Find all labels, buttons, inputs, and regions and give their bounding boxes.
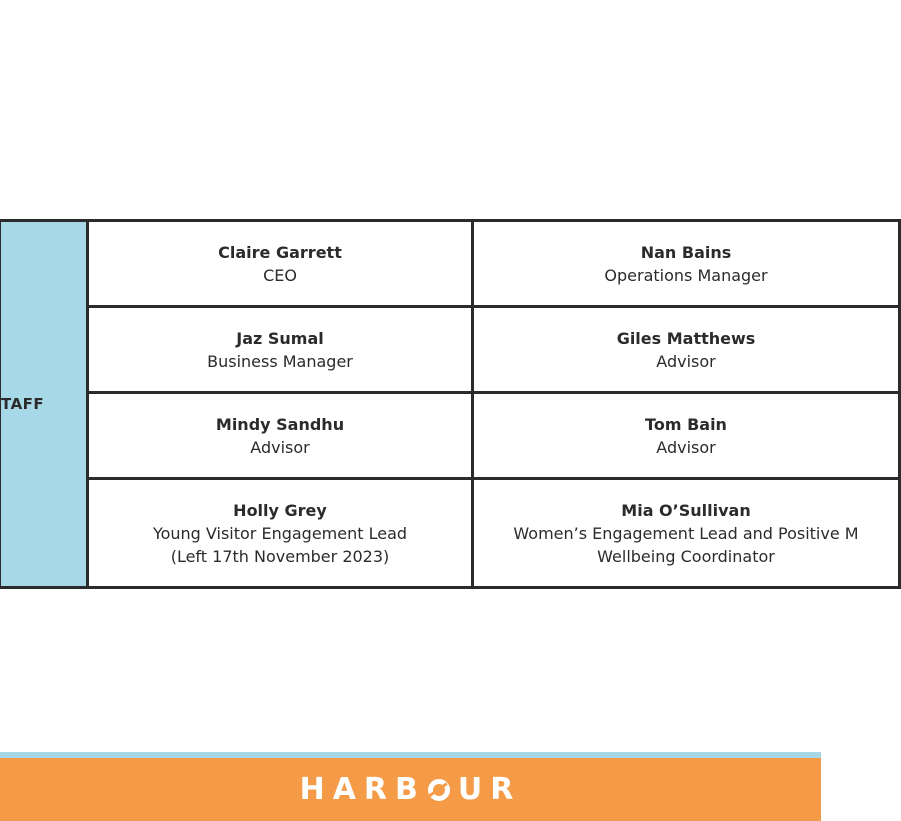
staff-name: Tom Bain xyxy=(645,414,727,434)
staff-role: Advisor xyxy=(656,437,716,457)
staff-name: Holly Grey xyxy=(233,500,327,520)
staff-role: Advisor xyxy=(250,437,310,457)
staff-cell xyxy=(88,221,473,307)
staff-cell xyxy=(473,221,900,307)
logo-text-left: HARB xyxy=(299,772,426,807)
staff-name: Jaz Sumal xyxy=(236,328,324,348)
section-label: TAFF xyxy=(1,394,45,413)
staff-cell xyxy=(88,307,473,393)
staff-cell xyxy=(88,393,473,479)
table-row xyxy=(0,393,900,479)
staff-role: CEO xyxy=(263,265,297,285)
staff-name: Nan Bains xyxy=(640,242,732,262)
staff-role: Young Visitor Engagement Lead xyxy=(152,523,408,543)
staff-cell xyxy=(473,393,900,479)
staff-cell xyxy=(473,479,900,588)
staff-role: Operations Manager xyxy=(604,265,768,285)
staff-note: Wellbeing Coordinator xyxy=(597,546,775,566)
section-cell xyxy=(0,221,88,588)
staff-role: Women’s Engagement Lead and Positive M xyxy=(513,523,859,543)
table-row xyxy=(0,479,900,588)
logo-text-right: UR xyxy=(457,772,522,807)
staff-cell xyxy=(473,307,900,393)
staff-role: Advisor xyxy=(656,351,716,371)
table-row xyxy=(0,221,900,307)
harbour-logo xyxy=(300,772,522,807)
staff-name: Claire Garrett xyxy=(218,242,342,262)
staff-name: Mindy Sandhu xyxy=(215,414,345,434)
staff-name: Mia O’Sullivan xyxy=(621,500,751,520)
staff-note: (Left 17th November 2023) xyxy=(170,546,390,566)
footer-bar xyxy=(0,758,821,821)
lifebuoy-icon xyxy=(428,779,450,801)
table-row xyxy=(0,307,900,393)
staff-table xyxy=(0,219,901,589)
staff-role: Business Manager xyxy=(207,351,353,371)
staff-name: Giles Matthews xyxy=(616,328,756,348)
staff-cell xyxy=(88,479,473,588)
